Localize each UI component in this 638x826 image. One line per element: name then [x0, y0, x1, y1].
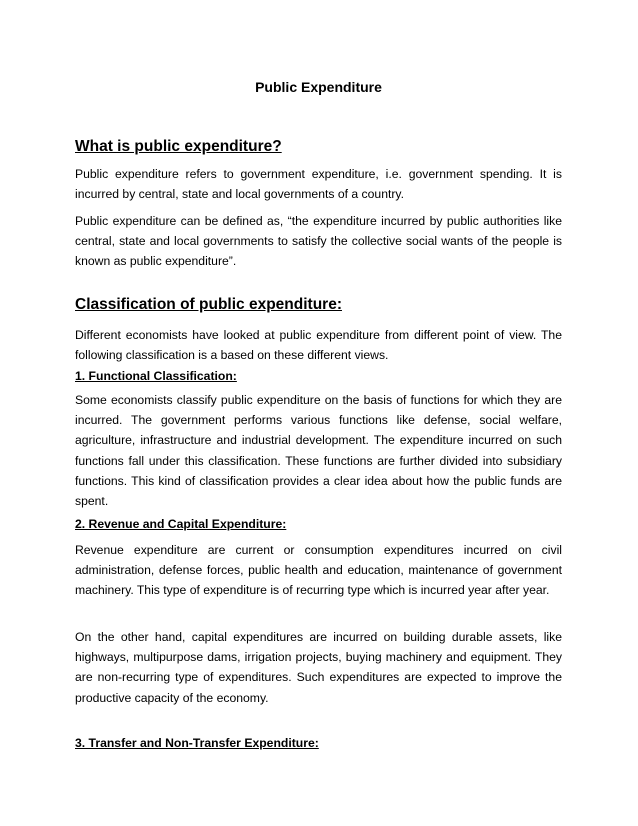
subheading-functional-classification: 1. Functional Classification: — [75, 369, 237, 383]
paragraph-definition-2: Public expenditure can be defined as, “the expenditure incurred by public authorities like central, state and local governments to satisfy the collective social wants of the people is known as public expenditure”. — [75, 214, 562, 269]
subheading-transfer-non-transfer: 3. Transfer and Non-Transfer Expenditure: — [75, 736, 319, 750]
page-title: Public Expenditure — [255, 79, 382, 95]
paragraph-functional-classification: Some economists classify public expenditure on the basis of functions for which they are incurred. The government performs various functions like defense, social welfare, agriculture, infrastructure and industrial development. The expenditure incurred on such functions fall under this classification. These functions are further divided into subsidiary functions. This kind of classification provides a clear idea about how the public funds are spent. — [75, 393, 562, 509]
subheading-revenue-capital: 2. Revenue and Capital Expenditure: — [75, 517, 287, 531]
section-heading-what-is: What is public expenditure? — [75, 138, 282, 155]
paragraph-capital-expenditure: On the other hand, capital expenditures are incurred on building durable assets, like highways, multipurpose dams, irrigation projects, buying machinery and equipment. They are non-recurring type of expenditures. Such expenditures are expected to improve the productive capacity of the economy. — [75, 630, 562, 705]
paragraph-definition-1: Public expenditure refers to government expenditure, i.e. government spending. It is incurred by central, state and local governments of a country. — [75, 167, 562, 202]
paragraph-classification-intro: Different economists have looked at public expenditure from different point of view. The following classification is a based on these different views. — [75, 328, 562, 363]
section-heading-classification: Classification of public expenditure: — [75, 296, 342, 313]
paragraph-revenue-expenditure: Revenue expenditure are current or consumption expenditures incurred on civil administration, defense forces, public health and education, maintenance of government machinery. This type of expenditure is of recurring type which is incurred year after year. — [75, 543, 562, 598]
